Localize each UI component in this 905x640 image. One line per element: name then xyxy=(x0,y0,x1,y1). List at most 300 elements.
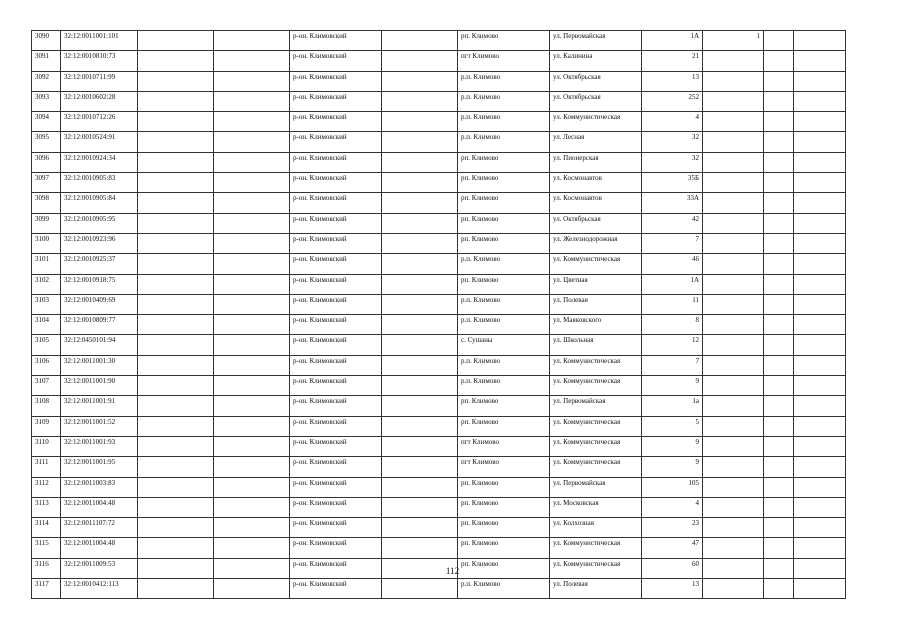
empty-cell xyxy=(138,132,214,152)
street-cell: ул. Колхозная xyxy=(550,518,642,538)
empty-cell xyxy=(382,294,458,314)
empty-cell xyxy=(794,91,846,111)
locality-cell: рп. Климово xyxy=(458,213,550,233)
empty-cell xyxy=(214,518,290,538)
empty-cell xyxy=(138,477,214,497)
house-number: 9 xyxy=(642,457,703,477)
empty-cell xyxy=(764,132,794,152)
empty-cell xyxy=(794,132,846,152)
cadastral-number: 32:12:0011107:72 xyxy=(61,518,138,538)
cadastral-number: 32:12:0010712:26 xyxy=(61,112,138,132)
empty-cell xyxy=(764,254,794,274)
district-cell: р-он. Климовский xyxy=(290,233,382,253)
house-number: 35Б xyxy=(642,173,703,193)
empty-cell xyxy=(764,315,794,335)
cadastral-number: 32:12:0011001:95 xyxy=(61,457,138,477)
empty-cell xyxy=(764,376,794,396)
table-row xyxy=(32,457,846,477)
district-cell: р-он. Климовский xyxy=(290,274,382,294)
table-row xyxy=(32,335,846,355)
locality-cell: с. Сушаны xyxy=(458,335,550,355)
empty-cell xyxy=(214,477,290,497)
empty-cell xyxy=(794,193,846,213)
empty-cell xyxy=(138,233,214,253)
row-number: 3101 xyxy=(32,254,61,274)
row-number: 3094 xyxy=(32,112,61,132)
row-number: 3106 xyxy=(32,355,61,375)
extra-cell xyxy=(703,132,764,152)
street-cell: ул. Коммунистическая xyxy=(550,254,642,274)
empty-cell xyxy=(794,152,846,172)
table-row xyxy=(32,71,846,91)
empty-cell xyxy=(214,71,290,91)
extra-cell xyxy=(703,579,764,599)
table-row xyxy=(32,518,846,538)
empty-cell xyxy=(382,355,458,375)
empty-cell xyxy=(794,518,846,538)
locality-cell: рп. Климово xyxy=(458,31,550,51)
district-cell: р-он. Климовский xyxy=(290,294,382,314)
table-row xyxy=(32,51,846,71)
row-number: 3098 xyxy=(32,193,61,213)
street-cell: ул. Школьная xyxy=(550,335,642,355)
district-cell: р-он. Климовский xyxy=(290,71,382,91)
locality-cell: рп. Климово xyxy=(458,518,550,538)
cadastral-number: 32:12:0010810:73 xyxy=(61,51,138,71)
row-number: 3115 xyxy=(32,538,61,558)
cadastral-number: 32:12:0010602:28 xyxy=(61,91,138,111)
empty-cell xyxy=(794,315,846,335)
empty-cell xyxy=(382,51,458,71)
empty-cell xyxy=(214,254,290,274)
empty-cell xyxy=(214,193,290,213)
empty-cell xyxy=(764,335,794,355)
locality-cell: рп. Климово xyxy=(458,274,550,294)
row-number: 3091 xyxy=(32,51,61,71)
row-number: 3102 xyxy=(32,274,61,294)
house-number: 46 xyxy=(642,254,703,274)
empty-cell xyxy=(138,315,214,335)
table-row xyxy=(32,254,846,274)
empty-cell xyxy=(382,457,458,477)
district-cell: р-он. Климовский xyxy=(290,376,382,396)
empty-cell xyxy=(794,274,846,294)
cadastral-number: 32:12:0010905:84 xyxy=(61,193,138,213)
row-number: 3095 xyxy=(32,132,61,152)
house-number: 7 xyxy=(642,355,703,375)
row-number: 3108 xyxy=(32,396,61,416)
district-cell: р-он. Климовский xyxy=(290,254,382,274)
table-row xyxy=(32,274,846,294)
extra-cell xyxy=(703,152,764,172)
house-number: 1А xyxy=(642,274,703,294)
street-cell: ул. Московская xyxy=(550,497,642,517)
page-number: 112 xyxy=(445,566,460,576)
empty-cell xyxy=(382,274,458,294)
row-number: 3117 xyxy=(32,579,61,599)
empty-cell xyxy=(764,436,794,456)
empty-cell xyxy=(138,213,214,233)
district-cell: р-он. Климовский xyxy=(290,315,382,335)
empty-cell xyxy=(764,152,794,172)
cadastral-number: 32:12:0011001:90 xyxy=(61,376,138,396)
locality-cell: р.п. Климово xyxy=(458,71,550,91)
empty-cell xyxy=(214,335,290,355)
row-number: 3114 xyxy=(32,518,61,538)
extra-cell xyxy=(703,193,764,213)
locality-cell: пгт Климово xyxy=(458,436,550,456)
district-cell: р-он. Климовский xyxy=(290,558,382,578)
district-cell: р-он. Климовский xyxy=(290,335,382,355)
extra-cell xyxy=(703,497,764,517)
empty-cell xyxy=(794,112,846,132)
empty-cell xyxy=(794,71,846,91)
empty-cell xyxy=(382,193,458,213)
empty-cell xyxy=(794,396,846,416)
district-cell: р-он. Климовский xyxy=(290,416,382,436)
empty-cell xyxy=(764,233,794,253)
house-number: 13 xyxy=(642,71,703,91)
locality-cell: рп. Климово xyxy=(458,152,550,172)
empty-cell xyxy=(794,538,846,558)
street-cell: ул. Полевая xyxy=(550,579,642,599)
house-number: 33А xyxy=(642,193,703,213)
extra-cell xyxy=(703,457,764,477)
empty-cell xyxy=(764,193,794,213)
cadastral-number: 32:12:0010905:83 xyxy=(61,173,138,193)
empty-cell xyxy=(382,31,458,51)
empty-cell xyxy=(138,518,214,538)
locality-cell: р.п. Климово xyxy=(458,254,550,274)
cadastral-number: 32:12:0010918:75 xyxy=(61,274,138,294)
district-cell: р-он. Климовский xyxy=(290,193,382,213)
house-number: 8 xyxy=(642,315,703,335)
house-number: 32 xyxy=(642,152,703,172)
district-cell: р-он. Климовский xyxy=(290,152,382,172)
empty-cell xyxy=(764,457,794,477)
empty-cell xyxy=(794,416,846,436)
table-row xyxy=(32,538,846,558)
house-number: 9 xyxy=(642,376,703,396)
house-number: 4 xyxy=(642,112,703,132)
table-row xyxy=(32,497,846,517)
district-cell: р-он. Климовский xyxy=(290,213,382,233)
cadastral-number: 32:12:0010711:99 xyxy=(61,71,138,91)
empty-cell xyxy=(138,274,214,294)
district-cell: р-он. Климовский xyxy=(290,51,382,71)
row-number: 3096 xyxy=(32,152,61,172)
extra-cell xyxy=(703,538,764,558)
empty-cell xyxy=(764,71,794,91)
empty-cell xyxy=(764,112,794,132)
locality-cell: рп. Климово xyxy=(458,538,550,558)
empty-cell xyxy=(214,416,290,436)
empty-cell xyxy=(794,457,846,477)
table-row xyxy=(32,477,846,497)
empty-cell xyxy=(382,152,458,172)
street-cell: ул. Коммунистическая xyxy=(550,416,642,436)
locality-cell: рп. Климово xyxy=(458,233,550,253)
house-number: 4 xyxy=(642,497,703,517)
table-row xyxy=(32,112,846,132)
district-cell: р-он. Климовский xyxy=(290,579,382,599)
empty-cell xyxy=(794,254,846,274)
empty-cell xyxy=(214,51,290,71)
empty-cell xyxy=(764,91,794,111)
empty-cell xyxy=(764,294,794,314)
cadastral-number: 32:12:0010923:96 xyxy=(61,233,138,253)
street-cell: ул. Коммунистическая xyxy=(550,558,642,578)
street-cell: ул. Лесная xyxy=(550,132,642,152)
house-number: 11 xyxy=(642,294,703,314)
cadastral-number: 32:12:0011001:101 xyxy=(61,31,138,51)
extra-cell: 1 xyxy=(703,31,764,51)
empty-cell xyxy=(214,213,290,233)
empty-cell xyxy=(382,71,458,91)
empty-cell xyxy=(382,335,458,355)
table-row xyxy=(32,315,846,335)
locality-cell: рп. Климово xyxy=(458,396,550,416)
cadastral-number: 32:12:0011001:52 xyxy=(61,416,138,436)
row-number: 3111 xyxy=(32,457,61,477)
empty-cell xyxy=(382,376,458,396)
empty-cell xyxy=(138,579,214,599)
row-number: 3109 xyxy=(32,416,61,436)
street-cell: ул. Коммунистическая xyxy=(550,436,642,456)
empty-cell xyxy=(382,579,458,599)
cadastral-number: 32:12:0010924:34 xyxy=(61,152,138,172)
table-row xyxy=(32,294,846,314)
row-number: 3099 xyxy=(32,213,61,233)
extra-cell xyxy=(703,355,764,375)
extra-cell xyxy=(703,315,764,335)
locality-cell: рп. Климово xyxy=(458,416,550,436)
empty-cell xyxy=(214,132,290,152)
empty-cell xyxy=(214,497,290,517)
empty-cell xyxy=(794,579,846,599)
extra-cell xyxy=(703,335,764,355)
empty-cell xyxy=(214,396,290,416)
empty-cell xyxy=(794,173,846,193)
empty-cell xyxy=(214,274,290,294)
house-number: 60 xyxy=(642,558,703,578)
empty-cell xyxy=(138,538,214,558)
empty-cell xyxy=(138,31,214,51)
cadastral-number: 32:12:0010809:77 xyxy=(61,315,138,335)
row-number: 3100 xyxy=(32,233,61,253)
row-number: 3105 xyxy=(32,335,61,355)
district-cell: р-он. Климовский xyxy=(290,538,382,558)
street-cell: ул. Октябрьская xyxy=(550,213,642,233)
empty-cell xyxy=(764,213,794,233)
street-cell: ул. Маяковского xyxy=(550,315,642,335)
house-number: 23 xyxy=(642,518,703,538)
table-row xyxy=(32,132,846,152)
street-cell: ул. Коммунистическая xyxy=(550,112,642,132)
locality-cell: р.п. Климово xyxy=(458,132,550,152)
district-cell: р-он. Климовский xyxy=(290,457,382,477)
row-number: 3093 xyxy=(32,91,61,111)
table-row xyxy=(32,193,846,213)
table-row xyxy=(32,436,846,456)
street-cell: ул. Калинина xyxy=(550,51,642,71)
empty-cell xyxy=(138,71,214,91)
street-cell: ул. Коммунистическая xyxy=(550,355,642,375)
registry-table xyxy=(31,30,846,599)
table-row xyxy=(32,91,846,111)
empty-cell xyxy=(382,416,458,436)
empty-cell xyxy=(138,376,214,396)
cadastral-number: 32:12:0011003:83 xyxy=(61,477,138,497)
locality-cell: пгт Климово xyxy=(458,457,550,477)
empty-cell xyxy=(382,132,458,152)
empty-cell xyxy=(794,376,846,396)
table-row xyxy=(32,355,846,375)
extra-cell xyxy=(703,233,764,253)
empty-cell xyxy=(764,274,794,294)
empty-cell xyxy=(794,233,846,253)
row-number: 3090 xyxy=(32,31,61,51)
house-number: 9 xyxy=(642,436,703,456)
empty-cell xyxy=(382,477,458,497)
empty-cell xyxy=(764,173,794,193)
empty-cell xyxy=(138,91,214,111)
empty-cell xyxy=(138,335,214,355)
cadastral-number: 32:12:0010412:113 xyxy=(61,579,138,599)
street-cell: ул. Цветная xyxy=(550,274,642,294)
locality-cell: рп. Климово xyxy=(458,193,550,213)
empty-cell xyxy=(382,518,458,538)
district-cell: р-он. Климовский xyxy=(290,477,382,497)
empty-cell xyxy=(382,173,458,193)
empty-cell xyxy=(382,538,458,558)
district-cell: р-он. Климовский xyxy=(290,497,382,517)
empty-cell xyxy=(794,497,846,517)
empty-cell xyxy=(764,497,794,517)
empty-cell xyxy=(764,51,794,71)
empty-cell xyxy=(382,396,458,416)
empty-cell xyxy=(214,436,290,456)
row-number: 3112 xyxy=(32,477,61,497)
empty-cell xyxy=(382,91,458,111)
district-cell: р-он. Климовский xyxy=(290,132,382,152)
street-cell: ул. Октябрьская xyxy=(550,71,642,91)
street-cell: ул. Коммунистическая xyxy=(550,538,642,558)
house-number: 21 xyxy=(642,51,703,71)
table-row xyxy=(32,213,846,233)
extra-cell xyxy=(703,274,764,294)
street-cell: ул. Космонавтов xyxy=(550,193,642,213)
row-number: 3116 xyxy=(32,558,61,578)
table-row xyxy=(32,376,846,396)
street-cell: ул. Октябрьская xyxy=(550,91,642,111)
empty-cell xyxy=(214,376,290,396)
table-row xyxy=(32,233,846,253)
house-number: 105 xyxy=(642,477,703,497)
street-cell: ул. Первомайская xyxy=(550,396,642,416)
empty-cell xyxy=(794,355,846,375)
house-number: 47 xyxy=(642,538,703,558)
house-number: 32 xyxy=(642,132,703,152)
empty-cell xyxy=(138,152,214,172)
cadastral-number: 32:12:0011004:48 xyxy=(61,497,138,517)
empty-cell xyxy=(764,518,794,538)
locality-cell: р.п. Климово xyxy=(458,294,550,314)
locality-cell: р.п. Климово xyxy=(458,376,550,396)
street-cell: ул. Первомайская xyxy=(550,31,642,51)
district-cell: р-он. Климовский xyxy=(290,173,382,193)
table-body xyxy=(32,31,846,599)
empty-cell xyxy=(214,233,290,253)
locality-cell: рп. Климово xyxy=(458,477,550,497)
empty-cell xyxy=(764,416,794,436)
locality-cell: р.п. Климово xyxy=(458,91,550,111)
extra-cell xyxy=(703,91,764,111)
empty-cell xyxy=(138,254,214,274)
district-cell: р-он. Климовский xyxy=(290,396,382,416)
extra-cell xyxy=(703,51,764,71)
empty-cell xyxy=(214,315,290,335)
locality-cell: р.п. Климово xyxy=(458,315,550,335)
empty-cell xyxy=(138,416,214,436)
district-cell: р-он. Климовский xyxy=(290,355,382,375)
cadastral-number: 32:12:0011009:53 xyxy=(61,558,138,578)
extra-cell xyxy=(703,112,764,132)
empty-cell xyxy=(214,294,290,314)
empty-cell xyxy=(214,152,290,172)
extra-cell xyxy=(703,254,764,274)
cadastral-number: 32:12:0010925:37 xyxy=(61,254,138,274)
street-cell: ул. Первомайская xyxy=(550,477,642,497)
extra-cell xyxy=(703,376,764,396)
row-number: 3103 xyxy=(32,294,61,314)
street-cell: ул. Коммунистическая xyxy=(550,457,642,477)
empty-cell xyxy=(382,112,458,132)
extra-cell xyxy=(703,416,764,436)
extra-cell xyxy=(703,396,764,416)
locality-cell: рп. Климово xyxy=(458,497,550,517)
cadastral-number: 32:12:0011001:91 xyxy=(61,396,138,416)
street-cell: ул. Коммунистическая xyxy=(550,376,642,396)
extra-cell xyxy=(703,436,764,456)
empty-cell xyxy=(382,254,458,274)
empty-cell xyxy=(794,335,846,355)
house-number: 42 xyxy=(642,213,703,233)
empty-cell xyxy=(214,355,290,375)
empty-cell xyxy=(214,91,290,111)
empty-cell xyxy=(138,355,214,375)
table-row xyxy=(32,173,846,193)
empty-cell xyxy=(382,497,458,517)
empty-cell xyxy=(764,579,794,599)
empty-cell xyxy=(764,396,794,416)
empty-cell xyxy=(214,173,290,193)
cadastral-number: 32:12:0011004:48 xyxy=(61,538,138,558)
empty-cell xyxy=(794,31,846,51)
district-cell: р-он. Климовский xyxy=(290,518,382,538)
extra-cell xyxy=(703,518,764,538)
extra-cell xyxy=(703,477,764,497)
house-number: 1А xyxy=(642,31,703,51)
empty-cell xyxy=(138,112,214,132)
table-row xyxy=(32,152,846,172)
empty-cell xyxy=(794,436,846,456)
cadastral-number: 32:12:0011001:93 xyxy=(61,436,138,456)
empty-cell xyxy=(382,315,458,335)
empty-cell xyxy=(138,457,214,477)
cadastral-number: 32:12:0010524:91 xyxy=(61,132,138,152)
locality-cell: р.п. Климово xyxy=(458,355,550,375)
